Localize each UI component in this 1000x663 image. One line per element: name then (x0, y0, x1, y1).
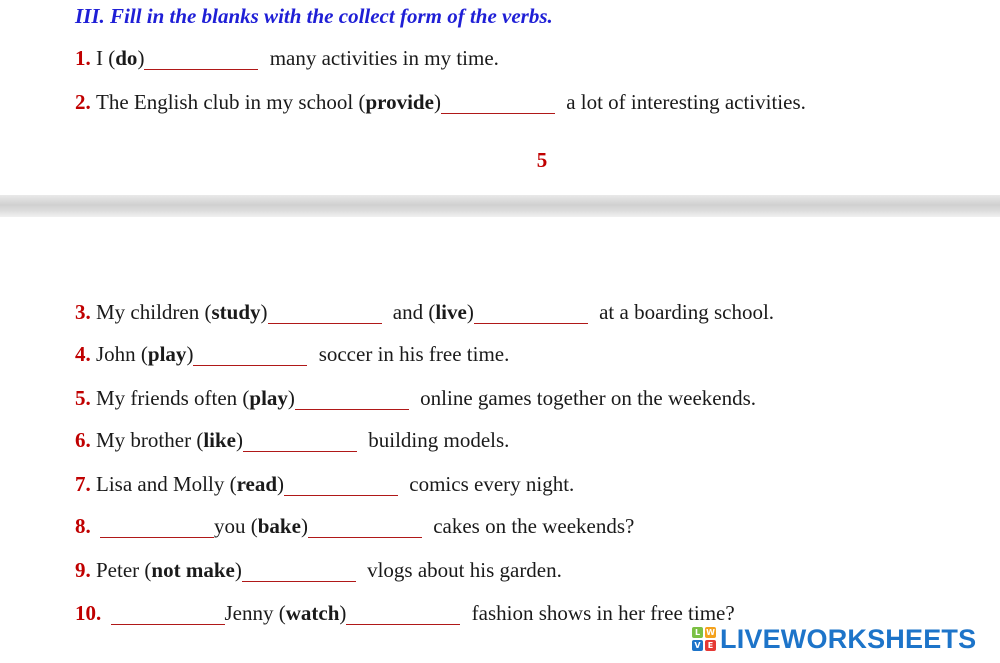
verb-hint: play (147, 342, 187, 366)
question-number: 10. (75, 601, 107, 625)
verb-hint: like (203, 428, 236, 452)
question-2 (75, 89, 806, 115)
question-text: ) (339, 601, 347, 625)
logo-icon (692, 627, 716, 651)
logo-mark-letter: V (692, 640, 703, 651)
verb-hint: do (115, 46, 138, 70)
question-8 (75, 513, 634, 539)
question-text: at a boarding school. (593, 300, 775, 324)
question-number: 4. (75, 342, 96, 366)
question-text: Lisa and Molly ( (96, 472, 237, 496)
logo-mark-letter: L (692, 627, 703, 638)
question-10 (75, 600, 735, 626)
logo-mark-letter: W (706, 628, 715, 637)
question-text: ) (287, 386, 295, 410)
question-text: ) (137, 46, 145, 70)
question-number: 7. (75, 472, 96, 496)
question-number: 5. (75, 386, 96, 410)
question-text: John ( (96, 342, 148, 366)
question-text: a lot of interesting activities. (560, 90, 806, 114)
answer-blank-3a[interactable] (268, 305, 382, 324)
exercise-heading: III. Fill in the blanks with the collect form of the verbs. (75, 4, 553, 28)
answer-blank-7[interactable] (284, 477, 398, 496)
question-text: The English club in my school ( (96, 90, 366, 114)
question-9 (75, 557, 562, 583)
answer-blank-8a[interactable] (100, 519, 214, 538)
question-text: My children ( (96, 300, 212, 324)
question-number: 8. (75, 514, 96, 538)
verb-hint: bake (257, 514, 301, 538)
question-number: 2. (75, 90, 96, 114)
question-text: comics every night. (404, 472, 575, 496)
question-6 (75, 427, 509, 453)
question-text: ) (260, 300, 268, 324)
logo-text: LIVEWORKSHEETS (720, 623, 977, 654)
question-7 (75, 471, 574, 497)
question-text: ) (466, 300, 474, 324)
question-text: you ( (214, 514, 258, 538)
question-number: 1. (75, 46, 96, 70)
verb-hint: not make (151, 558, 235, 582)
question-text: ) (300, 514, 308, 538)
verb-hint: provide (365, 90, 434, 114)
question-text: and ( (387, 300, 436, 324)
question-text: vlogs about his garden. (361, 558, 562, 582)
answer-blank-8b[interactable] (308, 519, 422, 538)
question-text: My friends often ( (96, 386, 250, 410)
question-text: ) (235, 428, 243, 452)
question-text: ) (234, 558, 242, 582)
question-5 (75, 385, 756, 411)
liveworksheets-logo (692, 624, 976, 654)
verb-hint: study (211, 300, 261, 324)
question-text: Peter ( (96, 558, 152, 582)
question-text: I ( (96, 46, 116, 70)
answer-blank-4[interactable] (193, 347, 307, 366)
answer-blank-1[interactable] (144, 51, 258, 70)
verb-hint: read (236, 472, 278, 496)
page-number: 5 (536, 148, 548, 172)
answer-blank-5[interactable] (295, 391, 409, 410)
verb-hint: live (435, 300, 467, 324)
answer-blank-10a[interactable] (111, 606, 225, 625)
verb-hint: watch (285, 601, 340, 625)
question-text: cakes on the weekends? (427, 514, 635, 538)
answer-blank-6[interactable] (243, 433, 357, 452)
question-text: My brother ( (96, 428, 204, 452)
answer-blank-10b[interactable] (346, 606, 460, 625)
question-number: 3. (75, 300, 96, 324)
answer-blank-2[interactable] (441, 95, 555, 114)
question-text: fashion shows in her free time? (466, 601, 735, 625)
question-text: ) (277, 472, 285, 496)
question-text: ) (186, 342, 194, 366)
question-text: soccer in his free time. (313, 342, 510, 366)
question-text: online games together on the weekends. (414, 386, 757, 410)
question-text: ) (433, 90, 441, 114)
answer-blank-9[interactable] (242, 563, 356, 582)
verb-hint: play (249, 386, 288, 410)
question-1 (75, 45, 499, 71)
question-number: 9. (75, 558, 96, 582)
question-text: building models. (362, 428, 510, 452)
question-number: 6. (75, 428, 96, 452)
question-4 (75, 341, 509, 367)
question-text: Jenny ( (224, 601, 286, 625)
logo-mark-letter: E (705, 640, 716, 651)
question-3 (75, 299, 774, 325)
answer-blank-3b[interactable] (474, 305, 588, 324)
question-text: many activities in my time. (264, 46, 499, 70)
page-divider (0, 195, 1000, 217)
